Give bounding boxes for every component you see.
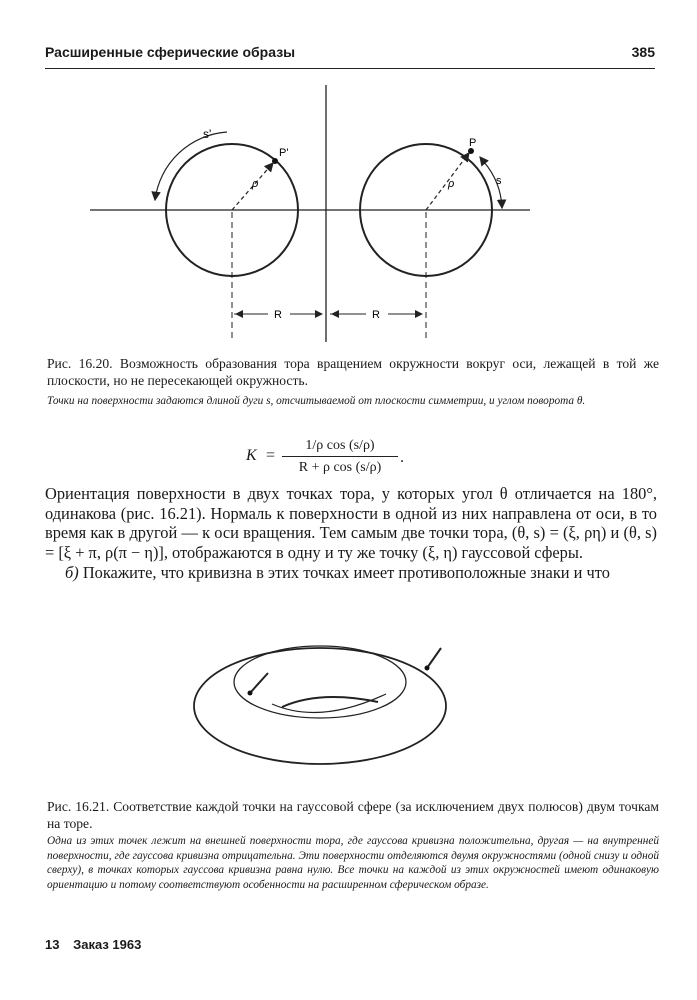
label-p-prime: P' [279,147,289,159]
formula-lhs: K [246,447,257,464]
label-rho-left: ρ [252,178,259,190]
torus-outer-outline [194,648,446,764]
figure-16-20-caption: Рис. 16.20. Возможность образования тора вращением окружности вокруг оси, лежащей в той же плоскости, но не пересекающей окружность. [47,356,659,388]
inner-point [248,691,253,696]
label-r-right: R [372,309,380,321]
figure-16-21-note: Одна из этих точек лежит на внешней поверхности тора, где гауссова кривизна положительна, другая — на внутренней поверхности, где гауссова кривизна отрицательна. Эти поверхности отделяются двумя окружностями (одной снизу и одной сверху), в точках которых гауссова кривизна равна нулю. Все точки на каждой из этих окружностей имеют одинаковую ориентацию и потому соответствуют особенности на расширенном сферическом образе. [47,835,659,891]
formula-end: . [400,449,404,466]
right-arc-arrow-up [480,157,484,162]
inner-normal-vector [250,673,268,693]
paragraph-1: Ориентация поверхности в двух точках тора, у которых угол θ отличается на 180°, одинакова (рис. 16.21). Нормаль к поверхности в одной из них направлена от оси, в то время как в другой — к оси вращения. Тем самым две точки тора, (θ, s) = (ξ, ρη) и (θ, s) = [ξ + π, ρ(π − η)], отображаются в одну и ту же точку (ξ, η) гауссовой сферы. [45,484,657,563]
paragraph-2 [45,563,657,583]
outer-normal-vector [427,648,441,668]
paragraph-2-text: Покажите, что кривизна в этих точках имеет противоположные знаки и что [82,562,610,582]
torus-hole-upper-edge [282,697,378,707]
point-p-prime [272,158,278,164]
order-text: Заказ 1963 [73,937,142,952]
figure-16-20-note: Точки на поверхности задаются длиной дуги s, отсчитываемой от плоскости симметрии, и углом поворота θ. [47,395,586,407]
label-p: P [469,137,477,149]
label-s: s [496,175,502,187]
figure-16-21 [0,630,697,795]
left-arc-arrow [155,132,227,200]
paragraph-2-label: б) [65,562,79,582]
formula-fraction [282,437,398,477]
label-rho-right: ρ [448,178,455,190]
formula-denominator: R + ρ cos (s/ρ) [298,460,382,475]
formula-numerator: 1/ρ cos (s/ρ) [305,438,375,453]
formula-equals: = [266,447,276,464]
running-title: Расширенные сферические образы [45,44,296,60]
signature-number: 13 [45,937,60,952]
fraction-bar [282,456,398,457]
page-footer [45,937,141,952]
figure-16-21-caption: Рис. 16.21. Соответствие каждой точки на гауссовой сфере (за исключением двух полюсов) двум точкам на торе. [47,799,659,831]
figure-16-20 [0,0,697,350]
page-number: 385 [631,44,655,60]
body-text [45,484,657,583]
label-r-left: R [274,309,282,321]
outer-point [425,666,430,671]
curvature-formula [240,437,460,481]
label-s-prime: s' [203,127,212,141]
